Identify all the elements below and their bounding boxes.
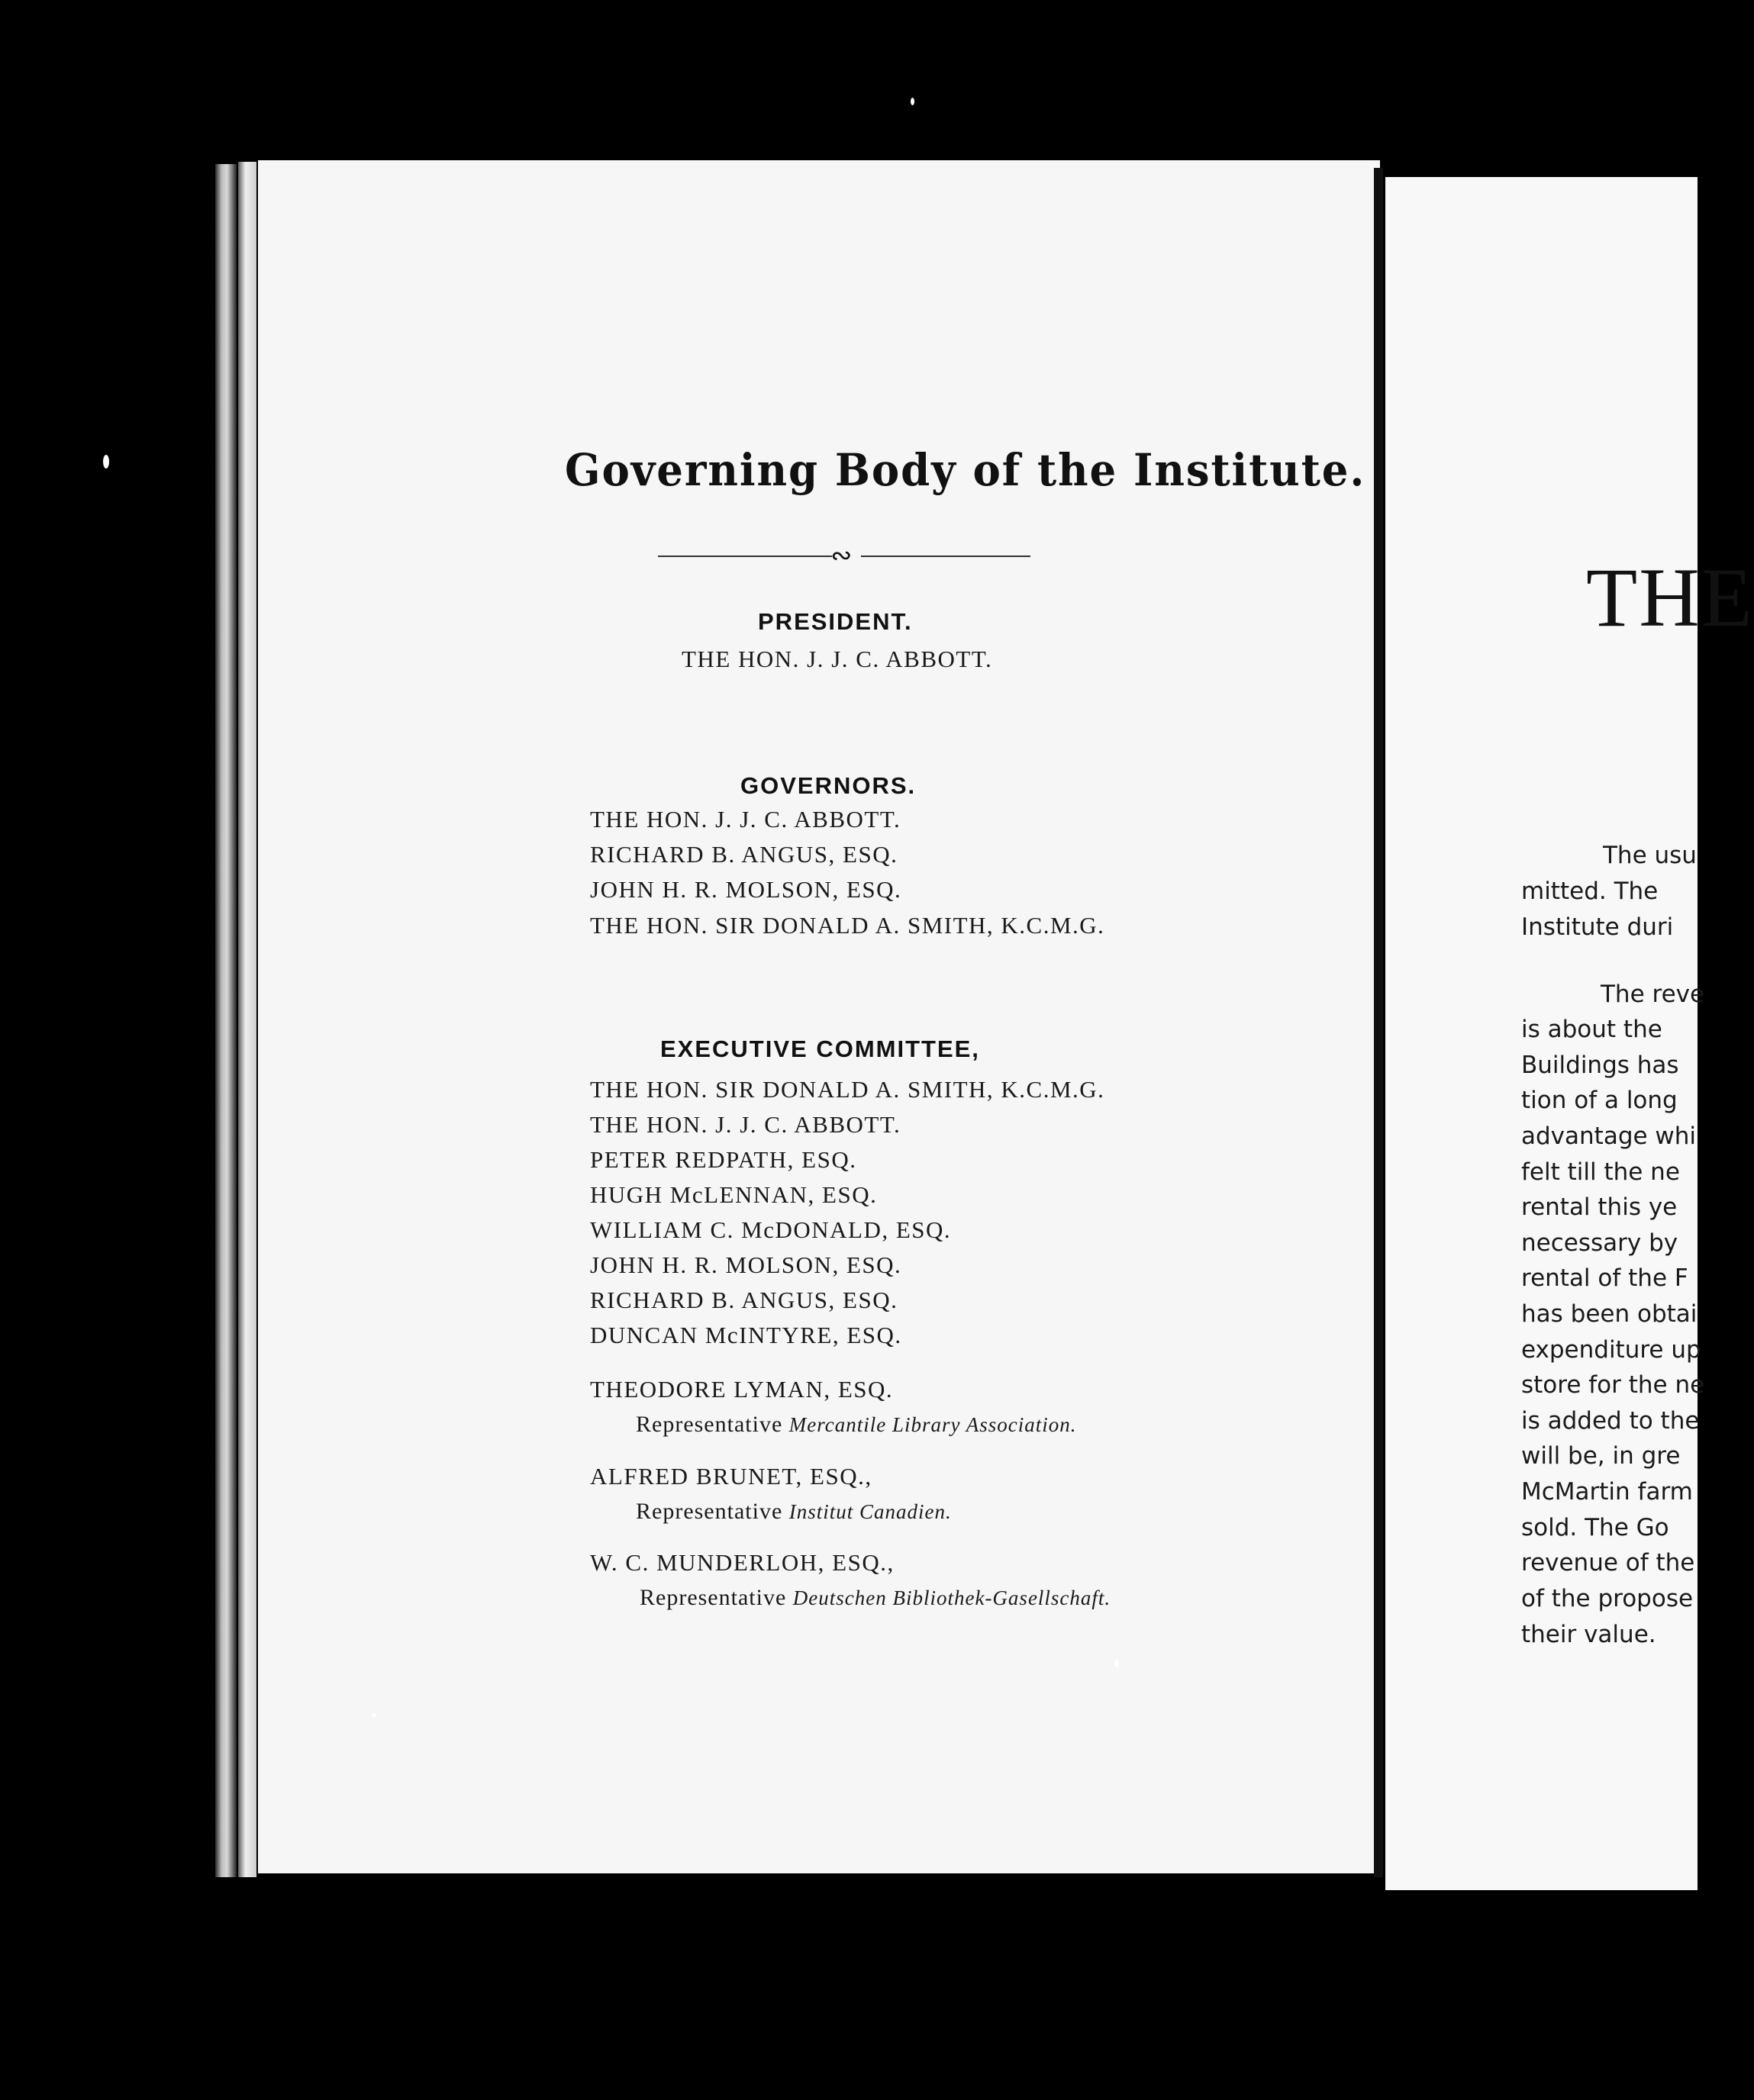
president-heading: PRESIDENT.: [758, 608, 913, 635]
page-gutter: [1374, 168, 1383, 1877]
right-page-line: their value.: [1521, 1621, 1656, 1648]
right-page-line: of the propose: [1521, 1585, 1694, 1612]
executive-item: RICHARD B. ANGUS, ESQ.: [590, 1287, 898, 1313]
right-page-line: The usu: [1603, 842, 1697, 869]
executive-item: DUNCAN McINTYRE, ESQ.: [590, 1322, 902, 1348]
right-page-line: has been obtai: [1521, 1300, 1698, 1328]
right-page-line: expenditure up: [1521, 1336, 1701, 1364]
right-page-line: The reve: [1601, 981, 1705, 1008]
page-heading: Governing Body of the Institute.: [565, 444, 1366, 496]
ornament-icon: ∾: [830, 542, 853, 570]
right-page-line: store for the ne: [1521, 1371, 1705, 1399]
book-spine-edge: [215, 164, 237, 1877]
scan-speck: [911, 98, 914, 105]
right-page-line: mitted. The: [1521, 878, 1659, 905]
executive-item: HUGH McLENNAN, ESQ.: [590, 1181, 878, 1208]
executive-item: JOHN H. R. MOLSON, ESQ.: [590, 1251, 902, 1278]
governors-heading: GOVERNORS.: [740, 772, 917, 799]
right-page-line: is added to the: [1521, 1407, 1700, 1435]
right-page-line: tion of a long: [1521, 1087, 1678, 1114]
right-page-line: rental of the F: [1521, 1264, 1688, 1292]
representative-line: Representative Mercantile Library Association.: [636, 1412, 1077, 1437]
heading-rule-right: [861, 556, 1030, 557]
governor-item: RICHARD B. ANGUS, ESQ.: [590, 841, 898, 868]
governor-item: THE HON. J. J. C. ABBOTT.: [590, 806, 901, 833]
scan-speck: [103, 455, 109, 469]
representative-line: Representative Deutschen Bibliothek-Gasellschaft.: [640, 1585, 1111, 1610]
scan-speck: [372, 1713, 376, 1718]
scan-speck: [1114, 1660, 1119, 1667]
representative-name: W. C. MUNDERLOH, ESQ.,: [590, 1549, 895, 1576]
page-edge: [238, 162, 256, 1877]
president-name: THE HON. J. J. C. ABBOTT.: [682, 646, 993, 672]
representative-name: ALFRED BRUNET, ESQ.,: [590, 1463, 872, 1490]
executive-item: THE HON. J. J. C. ABBOTT.: [590, 1111, 901, 1138]
right-page-line: Institute duri: [1521, 913, 1674, 941]
executive-heading: EXECUTIVE COMMITTEE,: [660, 1036, 980, 1062]
representative-name: THEODORE LYMAN, ESQ.: [590, 1376, 894, 1403]
right-page-line: revenue of the: [1521, 1549, 1695, 1577]
governor-item: THE HON. SIR DONALD A. SMITH, K.C.M.G.: [590, 912, 1105, 939]
right-page-line: felt till the ne: [1521, 1158, 1680, 1186]
right-page-line: necessary by: [1521, 1229, 1678, 1257]
representative-line: Representative Institut Canadien.: [636, 1499, 952, 1524]
left-page: [258, 160, 1380, 1873]
governor-item: JOHN H. R. MOLSON, ESQ.: [590, 876, 902, 903]
right-page-line: Buildings has: [1521, 1052, 1679, 1079]
right-page-title: THE: [1586, 551, 1754, 644]
executive-item: THE HON. SIR DONALD A. SMITH, K.C.M.G.: [590, 1076, 1105, 1103]
heading-rule-left: [658, 556, 832, 557]
executive-item: WILLIAM C. McDONALD, ESQ.: [590, 1216, 952, 1243]
right-page-line: sold. The Go: [1521, 1514, 1669, 1541]
right-page-line: will be, in gre: [1521, 1442, 1681, 1470]
right-page-line: rental this ye: [1521, 1193, 1678, 1221]
right-page-line: advantage whi: [1521, 1122, 1697, 1150]
executive-item: PETER REDPATH, ESQ.: [590, 1146, 857, 1173]
right-page-line: McMartin farm: [1521, 1478, 1693, 1506]
right-page-line: is about the: [1521, 1016, 1662, 1043]
